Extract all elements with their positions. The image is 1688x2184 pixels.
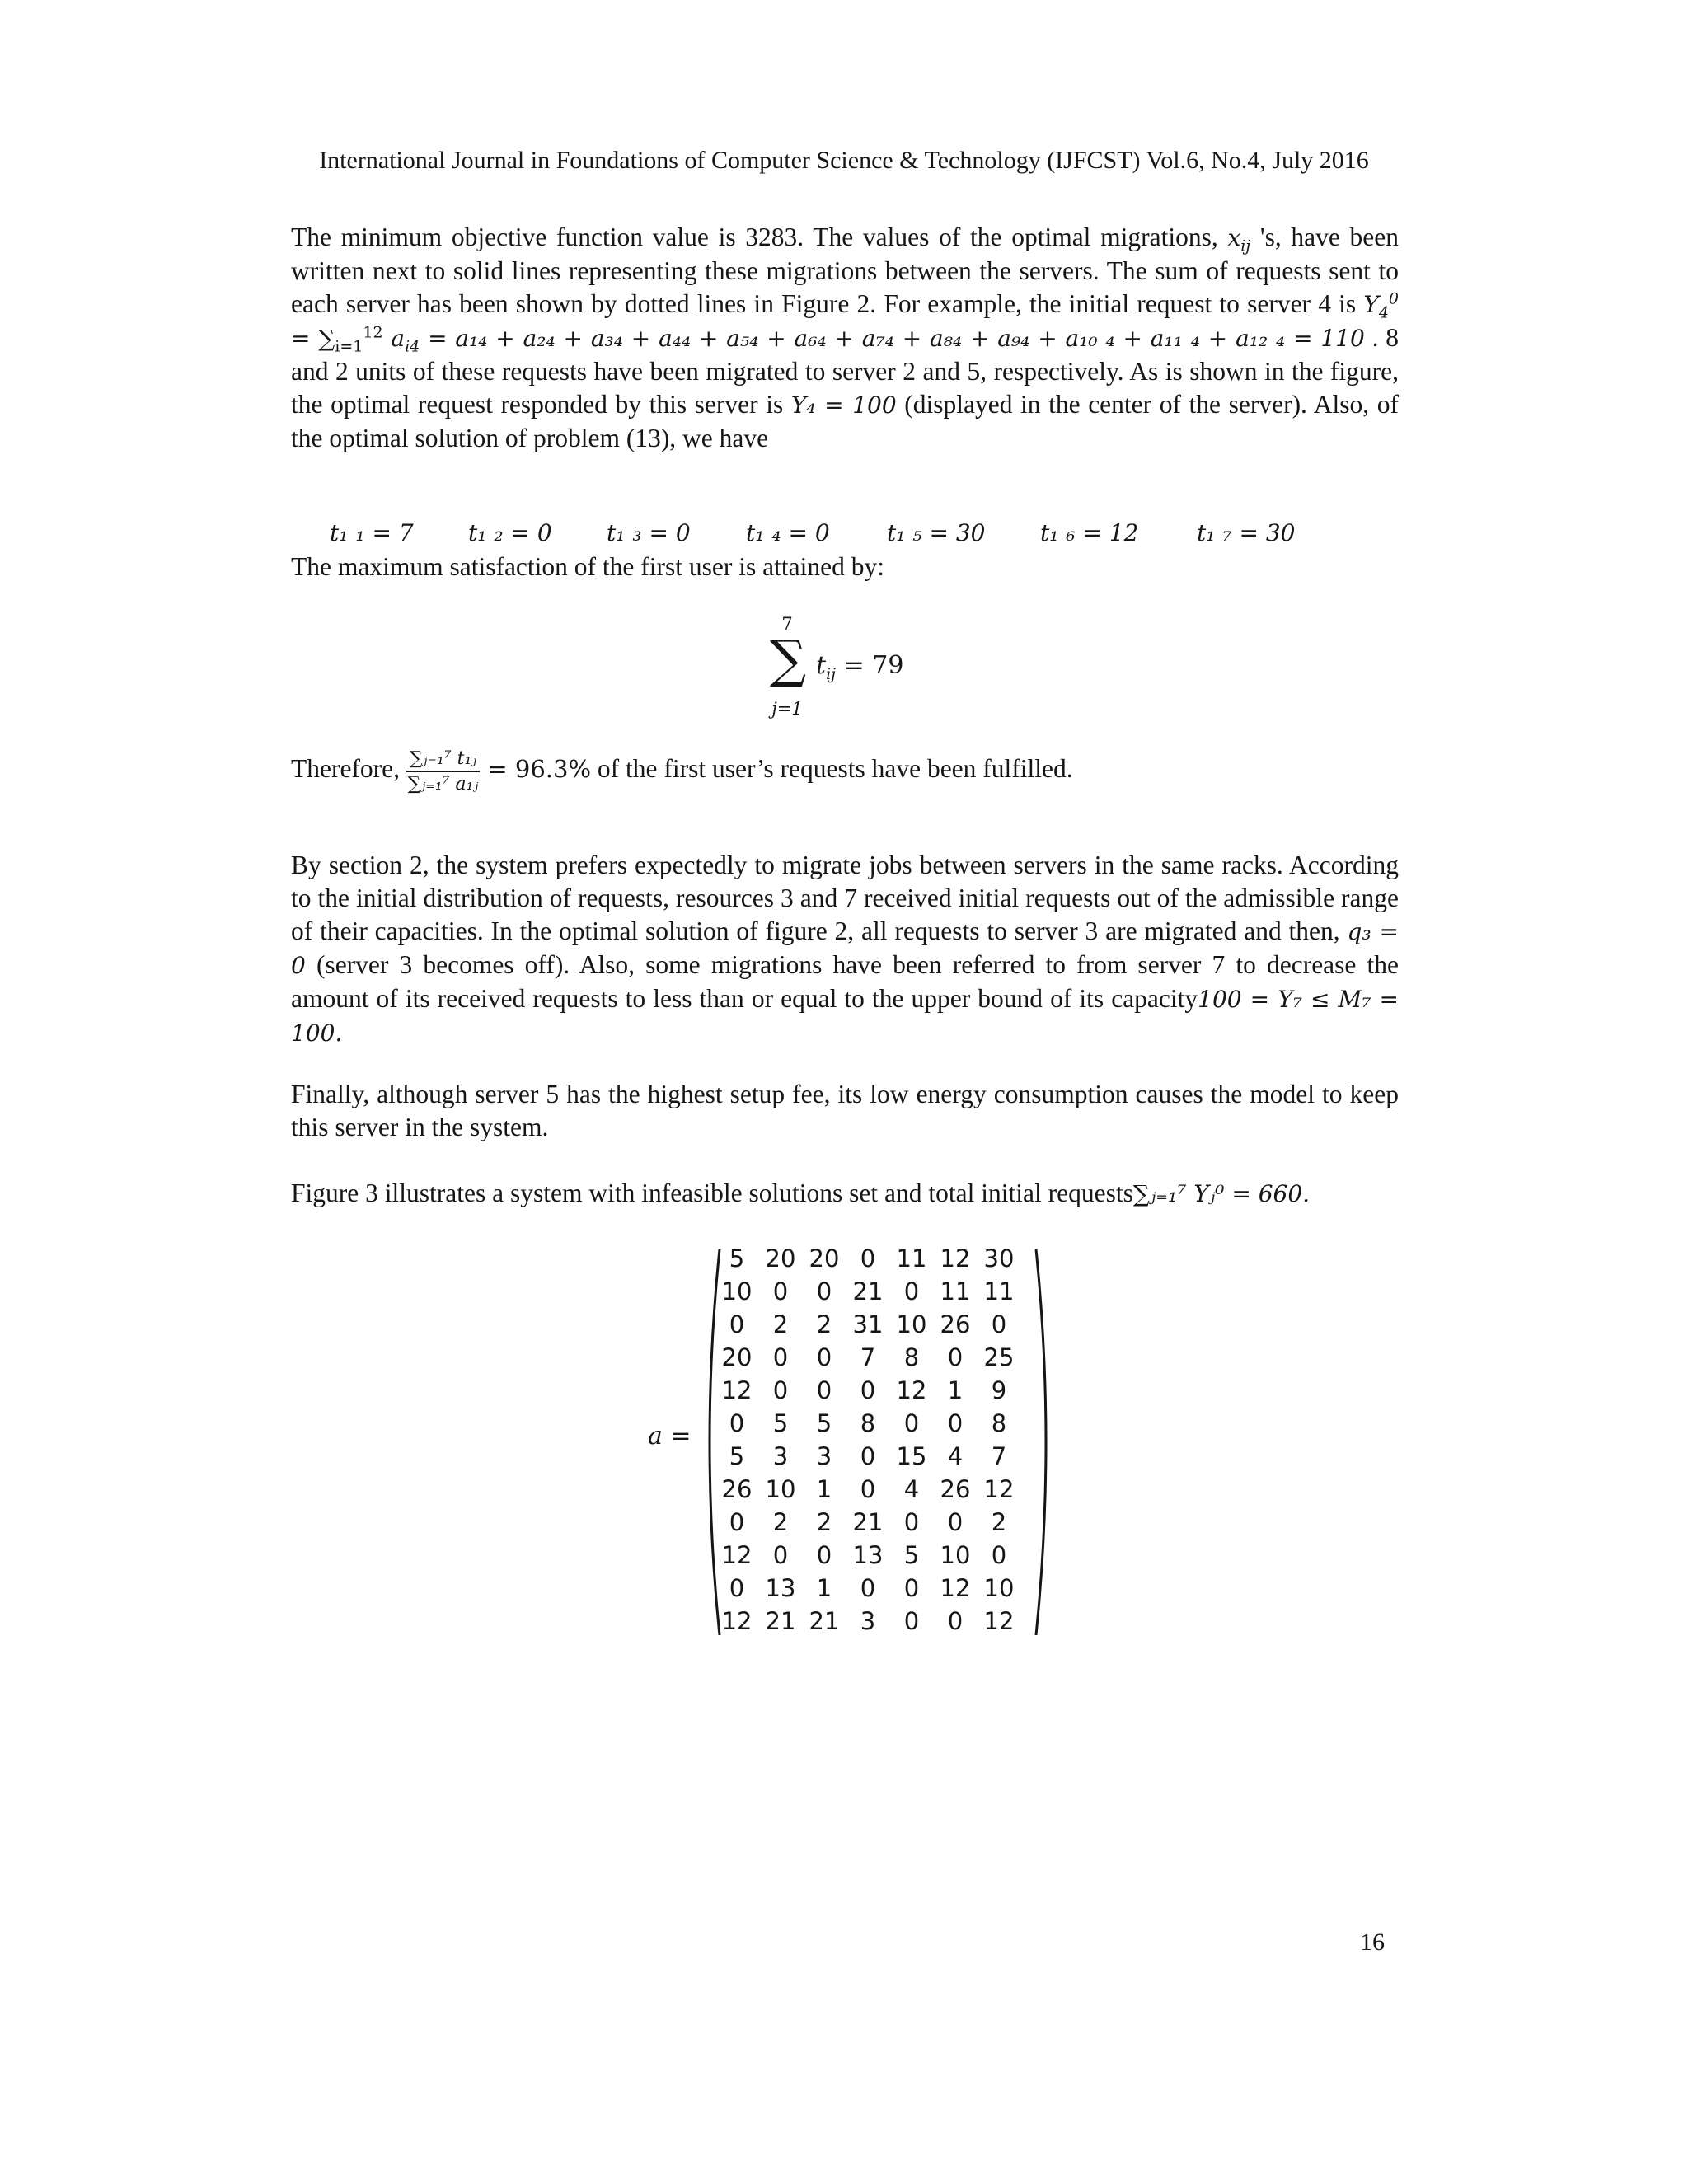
matrix-cell: 0 [729,1508,745,1536]
matrix-cell: 8 [991,1409,1007,1437]
matrix-cell: 8 [903,1343,920,1371]
matrix-cell: 26 [940,1475,971,1503]
matrix-a [715,1244,1037,1640]
matrix-cell: 0 [947,1607,964,1635]
matrix-cell: 0 [947,1409,964,1437]
matrix-cell: 12 [940,1244,971,1272]
matrix-cell: 12 [940,1574,971,1602]
matrix-cell: 0 [903,1508,920,1536]
matrix-cell: 8 [860,1409,876,1437]
matrix-cell: 0 [729,1409,745,1437]
matrix-cell: 10 [765,1475,796,1503]
matrix-cell: 9 [991,1376,1007,1404]
matrix-cell: 26 [940,1310,971,1338]
matrix-cell: 13 [852,1541,884,1569]
matrix-cell: 2 [772,1310,789,1338]
sum-upper-limit: 7 [781,614,793,634]
matrix-cell: 0 [860,1475,876,1503]
matrix-cell: 5 [903,1541,920,1569]
matrix-cell: 0 [816,1541,832,1569]
matrix-cell: 0 [816,1343,832,1371]
matrix-cell: 0 [729,1310,745,1338]
matrix-cell: 0 [860,1574,876,1602]
paragraph-figure3: Figure 3 illustrates a system with infeasible solutions set and total initial requests∑ⱼ₌₁⁷ Yⱼ⁰ = 660. [291,1179,1311,1207]
paragraph-optimal-solution [291,221,1399,455]
matrix-cell: 11 [940,1277,971,1305]
matrix-cell: 4 [947,1442,964,1470]
sum-sigma: ∑ [769,629,807,689]
matrix-cell: 5 [772,1409,789,1437]
matrix-cell: 0 [772,1343,789,1371]
matrix-cell: 21 [852,1277,884,1305]
matrix-cell: 25 [983,1343,1015,1371]
capacity-eq: 100 = Y₇ ≤ M₇ = 100. [291,986,1399,1047]
matrix-cell: 15 [896,1442,927,1470]
matrix-cell: 11 [896,1244,927,1272]
p1-text-c: . 8 and 2 units of these requests have been migrated to server 2 and 5, respectively. As is shown in the figure, the optimal request responded by this server is [291,323,1400,419]
matrix-cell: 0 [772,1541,789,1569]
matrix-cell: 0 [860,1244,876,1272]
matrix-cell: 5 [729,1442,745,1470]
x-var: $x_{ij}$ [1227,224,1251,255]
sum-body: $t_{ij} = 79$ [816,651,904,683]
matrix-cell: 7 [860,1343,876,1371]
matrix-cell: 12 [721,1541,753,1569]
matrix-cell: 20 [721,1343,753,1371]
matrix-cell: 0 [947,1508,964,1536]
matrix-cell: 0 [860,1442,876,1470]
matrix-cell: 21 [852,1508,884,1536]
t-value: t₁ ₃ = 0 [607,519,691,546]
matrix-cell: 1 [947,1376,964,1404]
t-value: t₁ ₅ = 30 [887,519,986,546]
a-i4: $a_{i4}$ [382,325,420,356]
matrix-cell: 0 [903,1277,920,1305]
matrix-cell: 31 [852,1310,884,1338]
matrix-cell: 0 [772,1277,789,1305]
q3-eq: q₃ = 0 [291,918,1399,979]
matrix-cell: 11 [983,1277,1015,1305]
p1-text-a: The minimum objective function value is 3283. The values of the optimal migrations, [291,223,1228,251]
sum-expansion: = a₁₄ + a₂₄ + a₃₄ + a₄₄ + a₅₄ + a₆₄ + a₇₄ + a₈₄ + a₉₄ + a₁₀ ₄ + a₁₁ ₄ + a₁₂ ₄ = 110 [420,325,1365,352]
journal-header: International Journal in Foundations of Computer Science & Technology (IJFCST) Vol.6, No.4, July 2016 [319,147,1369,174]
matrix-cell: 0 [729,1574,745,1602]
matrix-cell: 10 [896,1310,927,1338]
paragraph-section2: By section 2, the system prefers expectedly to migrate jobs between servers in the same racks. According to the initial distribution of requests, resources 3 and 7 received initial requests out of the admissible range of their capacities. In the optimal solution of figure 2, all requests to server 3 are migrated and then, q₃ = 0 (server 3 becomes off). Also, some migrations have been referred to from server 7 to decrease the amount of its received requests to less than or equal to the upper bound of its capacity100 = Y₇ ≤ M₇ = 100. [291,851,1399,1047]
matrix-cell: 21 [809,1607,840,1635]
matrix-cell: 3 [816,1442,832,1470]
t-value: t₁ ₇ = 30 [1197,519,1296,546]
matrix-cell: 30 [983,1244,1015,1272]
t-value: t₁ ₆ = 12 [1040,519,1139,546]
matrix-cell: 0 [903,1607,920,1635]
matrix-cell: 0 [903,1409,920,1437]
matrix-cell: 2 [772,1508,789,1536]
matrix-cell: 0 [991,1310,1007,1338]
matrix-cell: 1 [816,1475,832,1503]
matrix-cell: 5 [816,1409,832,1437]
y4-optimal: Y₄ = 100 [790,391,897,419]
matrix-cell: 5 [729,1244,745,1272]
t-value: t₁ ₁ = 7 [330,519,414,546]
matrix-cell: 1 [816,1574,832,1602]
matrix-cell: 12 [983,1475,1015,1503]
matrix-cell: 0 [816,1376,832,1404]
matrix-cell: 12 [896,1376,927,1404]
t-value: t₁ ₄ = 0 [746,519,830,546]
matrix-cell: 26 [721,1475,753,1503]
matrix-cell: 12 [983,1607,1015,1635]
matrix-cell: 7 [991,1442,1007,1470]
fraction: $\frac{\text{∑ⱼ₌₁⁷ t₁ⱼ}}{\text{∑ⱼ₌₁⁷ a₁ⱼ}}$ [407,748,479,794]
p1-text-b: 's, have been written next to solid lines representing these migrations between the servers. The sum of requests sent to each server has been shown by dotted lines in Figure 2. For example, the initial request to server 4 is [291,223,1400,318]
y4-initial: $Y_4^0$ [1363,289,1399,322]
sum-symbol: = $\sum_{i=1}^{12}$ [291,323,383,356]
matrix-cell: 0 [772,1376,789,1404]
page-number: 16 [1360,1929,1385,1956]
sum-lower-limit: j=1 [771,699,803,719]
matrix-cell: 13 [765,1574,796,1602]
t-value: t₁ ₂ = 0 [468,519,552,546]
matrix-cell: 2 [816,1508,832,1536]
matrix-label: a = [648,1422,692,1451]
matrix-cell: 0 [903,1574,920,1602]
matrix-cell: 21 [765,1607,796,1635]
matrix-cell: 12 [721,1376,753,1404]
matrix-cell: 20 [765,1244,796,1272]
total-requests-eq: ∑ⱼ₌₁⁷ Yⱼ⁰ = 660. [1132,1180,1311,1207]
matrix-cell: 0 [816,1277,832,1305]
max-satisfaction-text: The maximum satisfaction of the first user is attained by: [291,552,884,581]
matrix-cell: 2 [816,1310,832,1338]
matrix-cell: 0 [991,1541,1007,1569]
matrix-cell: 4 [903,1475,920,1503]
p1-text-d: (displayed in the center of the server). Also, of the optimal solution of problem (13), we have [291,390,1399,452]
matrix-cell: 10 [940,1541,971,1569]
matrix-cell: 3 [860,1607,876,1635]
matrix-cell: 2 [991,1508,1007,1536]
therefore-line: Therefore, $\frac{\text{∑ⱼ₌₁⁷ t₁ⱼ}}{\text{∑ⱼ₌₁⁷ a₁ⱼ}}$ = 96.3% of the first user’s requests have been fulfilled. [291,748,1073,794]
matrix-cell: 10 [721,1277,753,1305]
matrix-cell: 0 [860,1376,876,1404]
paragraph-server5: Finally, although server 5 has the highest setup fee, its low energy consumption causes the model to keep this server in the system. [291,1080,1399,1141]
matrix-cell: 20 [809,1244,840,1272]
matrix-cell: 0 [947,1343,964,1371]
matrix-cell: 3 [772,1442,789,1470]
matrix-cell: 12 [721,1607,753,1635]
matrix-cell: 10 [983,1574,1015,1602]
